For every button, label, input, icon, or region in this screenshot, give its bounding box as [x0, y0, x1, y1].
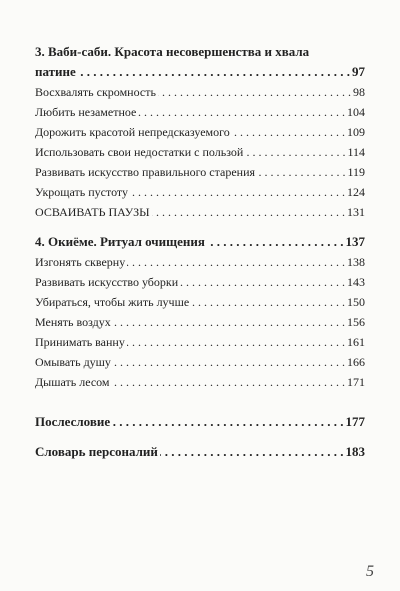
toc-row-page: 166 — [347, 355, 365, 369]
spacer — [35, 432, 365, 442]
dot-leader — [130, 182, 345, 202]
toc-row-page: 97 — [352, 64, 365, 79]
toc-row-page: 104 — [347, 105, 365, 119]
toc-row-page: 138 — [347, 255, 365, 269]
dot-leader — [113, 312, 345, 332]
toc-afterword — [35, 412, 365, 432]
toc-row — [35, 292, 365, 312]
toc-row-label: Дорожить красотой непредсказуемого — [35, 125, 230, 139]
toc-row-label: Принимать ванну — [35, 335, 125, 349]
toc-row-label: 4. Окиёме. Ритуал очищения — [35, 234, 205, 249]
toc-row — [35, 312, 365, 332]
dot-leader — [158, 82, 351, 102]
toc-row-page: 177 — [345, 414, 365, 429]
toc-row — [35, 372, 365, 392]
toc-row-page: 119 — [347, 165, 365, 179]
dot-leader — [78, 62, 350, 82]
toc-row-page: 98 — [353, 85, 365, 99]
toc-row — [35, 102, 365, 122]
toc-section-4 — [35, 232, 365, 392]
toc-row — [35, 352, 365, 372]
toc-row-page: 183 — [345, 444, 365, 459]
toc-row-page: 161 — [347, 335, 365, 349]
toc-row-label: Словарь персоналий — [35, 444, 158, 459]
toc-row-label: Изгонять скверну — [35, 255, 126, 269]
dot-leader — [152, 202, 345, 222]
toc-row-label: Послесловие — [35, 414, 111, 429]
toc-row-label: Менять воздух — [35, 315, 111, 329]
dot-leader — [257, 162, 345, 182]
page-number: 5 — [366, 563, 374, 580]
toc-row-page: 137 — [345, 234, 365, 249]
toc-row — [35, 182, 365, 202]
spacer — [35, 402, 365, 412]
toc-row — [35, 252, 365, 272]
table-of-contents — [35, 44, 365, 462]
toc-row-page: 131 — [347, 205, 365, 219]
toc-section-3 — [35, 44, 365, 222]
toc-row-label: Любить незаметное — [35, 105, 137, 119]
toc-row — [35, 122, 365, 142]
dot-leader — [207, 232, 344, 252]
toc-row-label: Развивать искусство правильного старения — [35, 165, 256, 179]
toc-row — [35, 162, 365, 182]
toc-row-label: Дышать лесом — [35, 375, 110, 389]
dot-leader — [127, 252, 345, 272]
dot-leader — [245, 142, 345, 162]
dot-leader — [160, 442, 344, 462]
toc-row-page: 109 — [347, 125, 365, 139]
dot-leader — [113, 352, 345, 372]
dot-leader — [127, 332, 345, 352]
dot-leader — [138, 102, 345, 122]
toc-row-label: Убираться, чтобы жить лучше — [35, 295, 190, 309]
toc-row — [35, 272, 365, 292]
toc-row-page: 143 — [347, 275, 365, 289]
toc-row-page: 124 — [347, 185, 365, 199]
dot-leader — [191, 292, 345, 312]
toc-row-label: Восхвалять скромность — [35, 85, 156, 99]
toc-row-page: 171 — [347, 375, 365, 389]
toc-row — [35, 82, 365, 102]
toc-row-page: 114 — [347, 145, 365, 159]
dot-leader — [180, 272, 345, 292]
toc-row — [35, 62, 365, 82]
toc-row — [35, 332, 365, 352]
toc-row-label: Укрощать пустоту — [35, 185, 129, 199]
toc-glossary — [35, 442, 365, 462]
toc-row-label: Омывать душу — [35, 355, 111, 369]
section-4-header — [35, 232, 365, 252]
toc-row-label: Использовать свои недостатки с пользой — [35, 145, 244, 159]
dot-leader — [112, 372, 345, 392]
dot-leader — [232, 122, 345, 142]
toc-row-page: 150 — [347, 295, 365, 309]
section-3-title: 3. Ваби-саби. Красота несовершенства и хвала — [35, 44, 310, 59]
toc-row-page: 156 — [347, 315, 365, 329]
toc-row-label: Развивать искусство уборки — [35, 275, 179, 289]
toc-row-label: ОСВАИВАТЬ ПАУЗЫ — [35, 205, 150, 219]
dot-leader — [112, 412, 343, 432]
toc-row-label: патине — [35, 64, 76, 79]
toc-row — [35, 202, 365, 222]
toc-row — [35, 142, 365, 162]
